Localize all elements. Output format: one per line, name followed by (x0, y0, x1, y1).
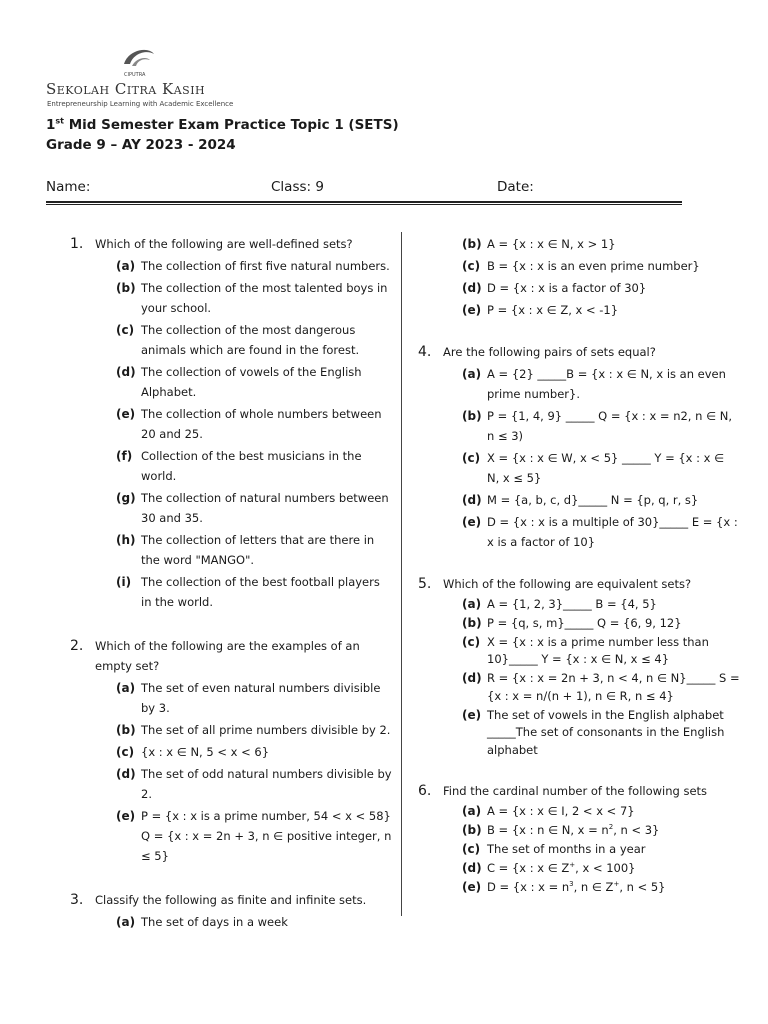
school-tagline: Entrepreneurship Learning with Academic Excellence (47, 100, 234, 108)
question-text: Are the following pairs of sets equal? (443, 345, 656, 359)
exam-subtitle: Grade 9 – AY 2023 - 2024 (46, 137, 236, 153)
school-logo (46, 44, 246, 110)
option: (b) The set of all prime numbers divisible by 2. (116, 723, 391, 737)
option: (g) The collection of natural numbers between 30 and 35. (116, 491, 389, 525)
option: (a) A = {1, 2, 3}_____ B = {4, 5} (462, 596, 657, 611)
question-number: 3. (70, 892, 84, 908)
right-column (418, 234, 740, 896)
option: (b) The collection of the most talented boys in your school. (116, 281, 388, 315)
option: (c) B = {x : x is an even prime number} (462, 259, 700, 273)
question-number: 4. (418, 344, 432, 360)
question-text: Which of the following are equivalent sets? (443, 577, 692, 591)
logo-text: CIPUTRA (124, 72, 146, 78)
option: (c) X = {x : x is a prime number less than 10}_____ Y = {x : x ∈ N, x ≤ 4} (462, 634, 709, 666)
question-text: Classify the following as finite and infinite sets. (95, 893, 367, 907)
header-rule-thick (46, 201, 682, 203)
option: (e) The collection of whole numbers between 20 and 25. (116, 407, 382, 441)
option: (a) The set of days in a week (116, 915, 288, 929)
option: (e) D = {x : $x = n^3$, n ∈ Z+, n < 5} (462, 879, 666, 894)
left-column (70, 234, 392, 932)
question-number: 6. (418, 783, 432, 799)
option: (i) The collection of the best football players in the world. (116, 575, 380, 609)
header-rule-thin (46, 204, 682, 205)
option: (c) The set of months in a year (462, 841, 646, 856)
option: (d) R = {x : x = 2n + 3, n < 4, n ∈ N}_____ S = {x : x = n/(n + 1), n ∈ R, n ≤ 4} (462, 671, 740, 703)
question-text: Which of the following are well-defined sets? (95, 237, 353, 251)
option: (a) The set of even natural numbers divisible by 3. (116, 681, 381, 715)
question-number: 5. (418, 576, 432, 592)
option: (d) M = {a, b, c, d}_____ N = {p, q, r, s} (462, 493, 699, 507)
option: (e) D = {x : x is a multiple of 30}_____ E = {x : x is a factor of 10} (462, 515, 738, 549)
option: (b) B = {x : n ∈ N, $x = n^2$, n < 3} (462, 822, 660, 837)
option: (c) The collection of the most dangerous animals which are found in the forest. (116, 323, 360, 357)
option: (a) A = {x : x ∈ I, 2 < x < 7} (462, 803, 635, 818)
option: (f) Collection of the best musicians in the world. (116, 449, 362, 483)
option: (e) The set of vowels in the English alphabet _____The set of consonants in the English alphabet (462, 707, 725, 757)
question-text: Find the cardinal number of the following sets (443, 784, 708, 798)
exam-title: 1st Mid Semester Exam Practice Topic 1 (SETS) (46, 116, 399, 133)
question-1 (70, 234, 392, 254)
option: (c) {x : x ∈ N, 5 < x < 6} (116, 745, 270, 759)
option: (e) P = {x : x is a prime number, 54 < x < 58} Q = {x : x = 2n + 3, n ∈ positive integer, n ≤ 5} (116, 809, 392, 863)
option: (b) A = {x : x ∈ N, x > 1} (462, 237, 616, 251)
option: (b) P = {q, s, m}_____ Q = {6, 9, 12} (462, 615, 682, 630)
school-name: Sekolah Citra Kasih (46, 80, 206, 98)
question-2 (70, 636, 392, 676)
column-divider (401, 232, 402, 916)
question-5 (418, 574, 740, 594)
question-text: Which of the following are the examples of an empty set? (95, 639, 360, 673)
class-label: Class: 9 (271, 179, 324, 195)
question-4 (418, 342, 740, 362)
option: (d) C = {x : x ∈ Z+, x < 100} (462, 860, 636, 875)
question-6 (418, 781, 740, 801)
option: (a) A = {2} _____B = {x : x ∈ N, x is an even prime number}. (462, 367, 726, 401)
option: (d) D = {x : x is a factor of 30} (462, 281, 647, 295)
option: (d) The set of odd natural numbers divisible by 2. (116, 767, 392, 801)
school-emblem-icon (118, 44, 158, 78)
date-label: Date: (497, 179, 534, 195)
option: (h) The collection of letters that are there in the word "MANGO". (116, 533, 375, 567)
option: (a) The collection of first five natural numbers. (116, 259, 390, 273)
question-number: 1. (70, 236, 84, 252)
option: (e) P = {x : x ∈ Z, x < -1} (462, 303, 619, 317)
question-3 (70, 890, 392, 910)
option: (c) X = {x : x ∈ W, x < 5} _____ Y = {x : x ∈ N, x ≤ 5} (462, 451, 725, 485)
name-label: Name: (46, 179, 91, 195)
option: (b) P = {1, 4, 9} _____ Q = {x : x = n2, n ∈ N, n ≤ 3) (462, 409, 732, 443)
option: (d) The collection of vowels of the English Alphabet. (116, 365, 362, 399)
question-number: 2. (70, 638, 84, 654)
